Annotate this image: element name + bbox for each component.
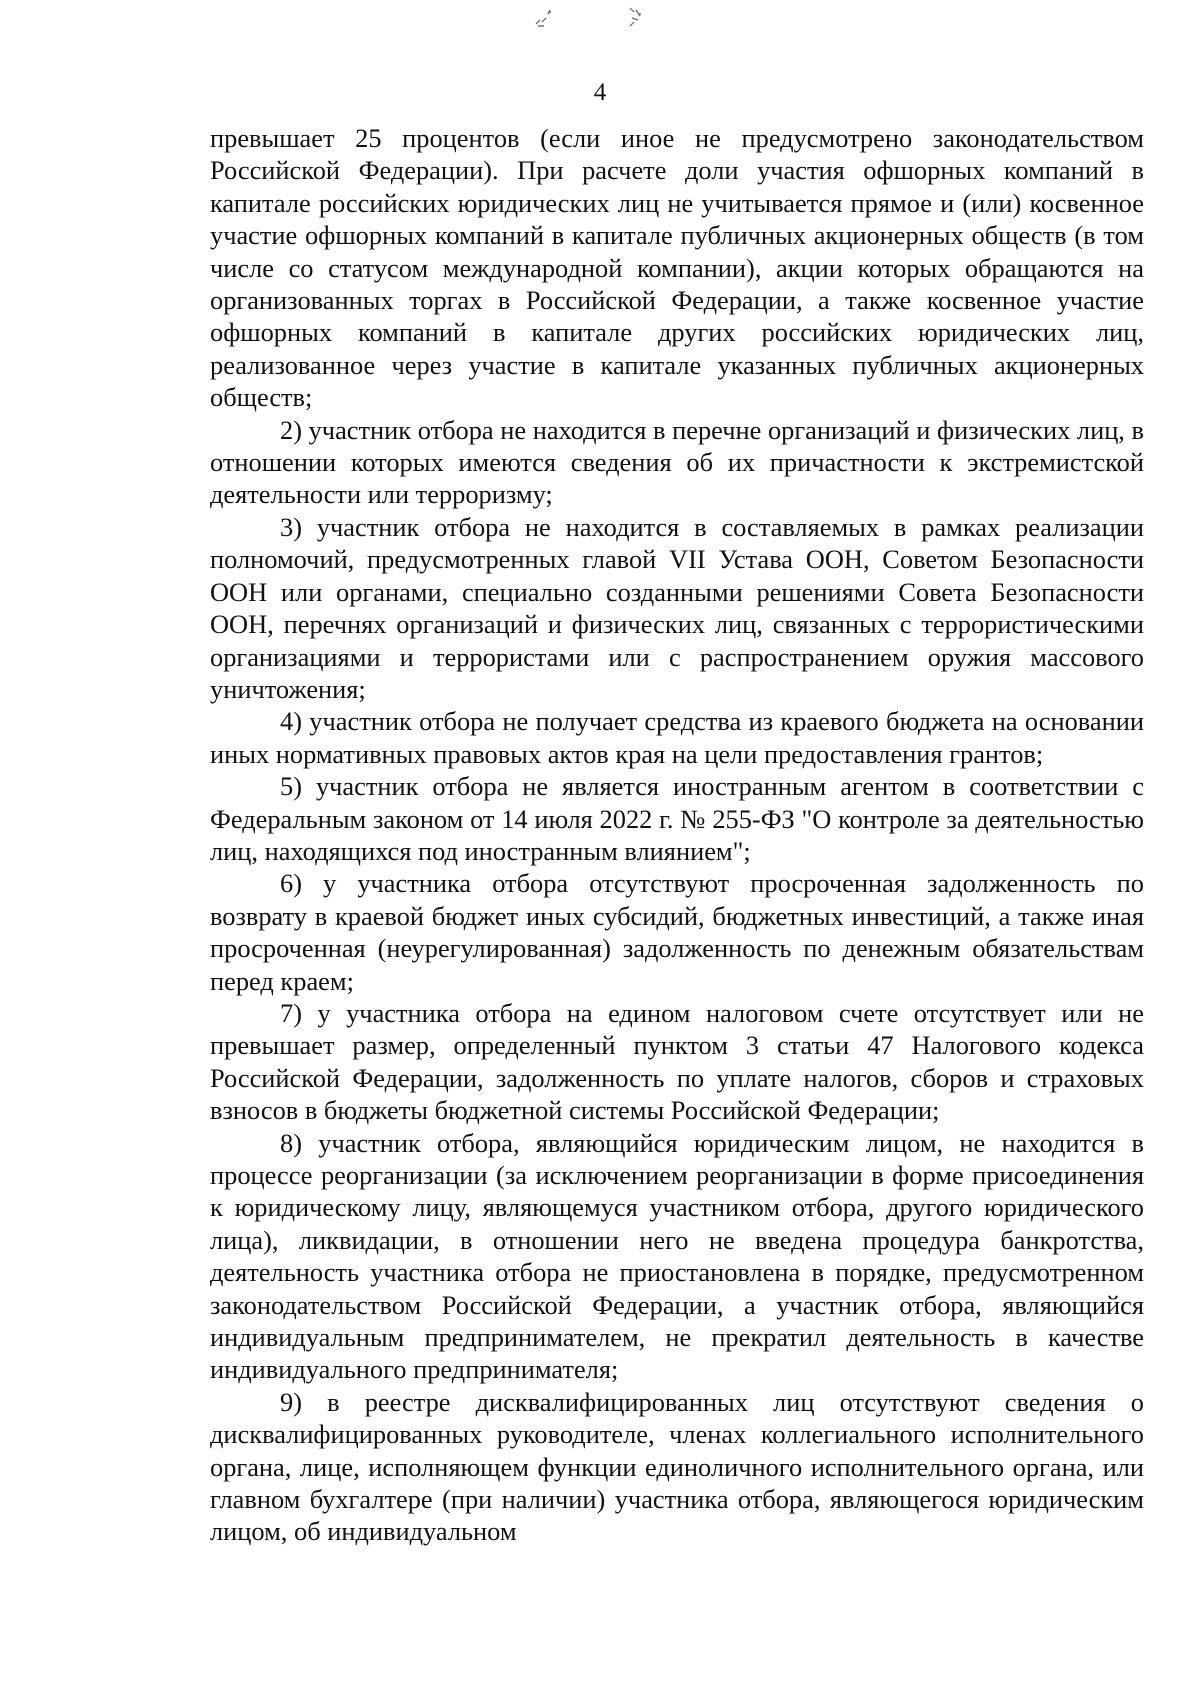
paragraph-item-6: 6) у участника отбора отсутствуют просроченная задолженность по возврату в краевой бюджет иных субсидий, бюджетных инвестиций, а также иная просроченная (неурегулированная) задолженность по денежным обязательствам перед краем; [210, 868, 1144, 996]
paragraph-item-8: 8) участник отбора, являющийся юридическим лицом, не находится в процессе реорганизации (за исключением реорганизации в форме присоединения к юридическому лицу, являющемуся участником отбора, другого юридического лица), ликвидации, в отношении него не введена процедура банкротства, деятельность участника отбора не приостановлена в порядке, предусмотренном законодательством Российской Федерации, а участник отбора, являющийся индивидуальным предпринимателем, не прекратил деятельность в качестве индивидуального предпринимателя; [210, 1127, 1144, 1385]
paragraph-item-4: 4) участник отбора не получает средства из краевого бюджета на основании иных нормативных правовых актов края на цели предоставления грантов; [210, 706, 1144, 769]
paragraph-1-continuation: превышает 25 процентов (если иное не предусмотрено законодательством Российской Федерации). При расчете доли участия офшорных компаний в капитале российских юридических лиц не учитывается прямое и (или) косвенное участие офшорных компаний в капитале публичных акционерных обществ (в том числе со статусом международной компании), акции которых обращаются на организованных торгах в Российской Федерации, а также косвенное участие офшорных компаний в капитале других российских юридических лиц, реализованное через участие в капитале указанных публичных акционерных обществ; [210, 123, 1144, 413]
document-body [210, 122, 1144, 1548]
page-number: 4 [593, 79, 607, 106]
paragraph-item-3: 3) участник отбора не находится в составляемых в рамках реализации полномочий, предусмотренных главой VII Устава ООН, Советом Безопасности ООН или органами, специально созданными решениями Совета Безопасности ООН, перечнях организаций и физических лиц, связанных с террористическими организациями и террористами или с распространением оружия массового уничтожения; [210, 511, 1144, 704]
scan-artifact-marks [530, 4, 670, 30]
paragraph-item-2: 2) участник отбора не находится в перечне организаций и физических лиц, в отношении которых имеются сведения об их причастности к экстремистской деятельности или терроризму; [210, 414, 1144, 510]
paragraph-item-5: 5) участник отбора не является иностранным агентом в соответствии с Федеральным законом от 14 июля 2022 г. № 255-ФЗ "О контроле за деятельностью лиц, находящихся под иностранным влиянием"; [210, 771, 1144, 866]
paragraph-item-9: 9) в реестре дисквалифицированных лиц отсутствуют сведения о дисквалифицированных руководителе, членах коллегиального исполнительного органа, лице, исполняющем функции единоличного исполнительного органа, или главном бухгалтере (при наличии) участника отбора, являющегося юридическим лицом, об индивидуальном [210, 1386, 1144, 1547]
paragraph-item-7: 7) у участника отбора на едином налоговом счете отсутствует или не превышает размер, определенный пунктом 3 статьи 47 Налогового кодекса Российской Федерации, задолженность по уплате налогов, сборов и страховых взносов в бюджеты бюджетной системы Российской Федерации; [210, 997, 1144, 1126]
